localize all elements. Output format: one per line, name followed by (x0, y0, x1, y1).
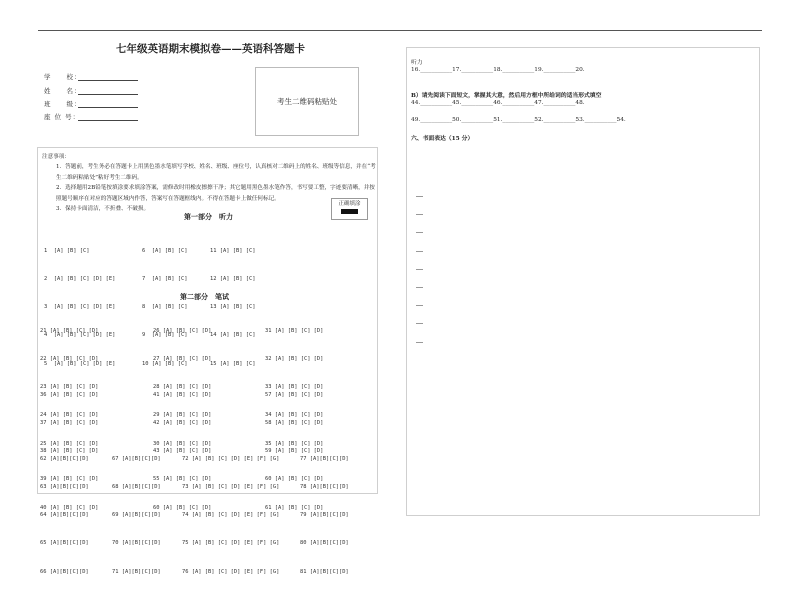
part2-title: 第二部分 笔试 (180, 292, 229, 301)
writing-line[interactable] (416, 323, 423, 324)
blanks-row-49[interactable]: 49.___________50.___________51.___________52.___________53.___________54. (411, 117, 626, 123)
answer-row[interactable]: 74 [A] [B] [C] [D] [E] [F] [G] (182, 512, 280, 519)
name-label: 姓 名： (44, 87, 82, 95)
writing-line[interactable] (416, 342, 423, 343)
answer-row[interactable]: 34 [A] [B] [C] [D] (265, 412, 324, 419)
section-b-title: B）请先阅读下面短文，掌握其大意，然后用方框中所给词的适当形式填空 (411, 93, 602, 99)
answer-row[interactable]: 2 [A] [B] [C] [D] [E] (44, 276, 116, 283)
answer-row[interactable]: 14 [A] [B] [C] (210, 332, 256, 339)
answer-row[interactable]: 30 [A] [B] [C] [D] (153, 440, 212, 447)
class-field[interactable] (44, 99, 138, 108)
listening-col-3 (210, 228, 255, 388)
writing-col-7 (40, 436, 89, 596)
answer-row[interactable]: 57 [A] [B] [C] [D] (265, 391, 324, 398)
answer-row[interactable]: 32 [A] [B] [C] [D] (265, 356, 324, 363)
answer-row[interactable]: 22 [A] [B] [C] [D] (40, 356, 99, 363)
answer-row[interactable]: 69 [A][B][C][D] (112, 512, 161, 519)
answer-row[interactable]: 39 [A] [B] [C] [D] (40, 476, 99, 483)
answer-row[interactable]: 60 [A] [B] [C] [D] (265, 476, 324, 483)
answer-row[interactable]: 70 [A][B][C][D] (112, 540, 161, 547)
answer-row[interactable]: 11 [A] [B] [C] (210, 247, 256, 254)
seat-label: 座 位 号： (44, 113, 81, 121)
name-line[interactable] (78, 88, 138, 95)
answer-row[interactable]: 63 [A][B][C][D] (40, 484, 89, 491)
qr-code-area (255, 67, 359, 136)
listening-label: 听力 (411, 60, 423, 66)
answer-row[interactable]: 77 [A][B][C][D] (300, 455, 349, 462)
writing-line[interactable] (416, 196, 423, 197)
school-field[interactable] (44, 72, 138, 81)
answer-row[interactable]: 71 [A][B][C][D] (112, 568, 161, 575)
answer-row[interactable]: 43 [A] [B] [C] [D] (153, 448, 212, 455)
qr-code-label: 考生二维码粘贴处 (277, 97, 337, 106)
answer-row[interactable]: 62 [A][B][C][D] (40, 455, 89, 462)
listening-blanks[interactable]: 16.___________17.___________18.___________19.___________20. (411, 67, 585, 73)
answer-row[interactable]: 27 [A] [B] [C] [D] (153, 356, 212, 363)
answer-row[interactable]: 26 [A] [B] [C] [D] (153, 327, 212, 334)
answer-row[interactable]: 42 [A] [B] [C] [D] (153, 420, 212, 427)
answer-row[interactable]: 6 [A] [B] [C] (142, 247, 188, 254)
writing-line[interactable] (416, 232, 423, 233)
answer-row[interactable]: 76 [A] [B] [C] [D] [E] [F] [G] (182, 568, 280, 575)
name-field[interactable] (44, 86, 138, 95)
answer-row[interactable]: 79 [A][B][C][D] (300, 512, 349, 519)
answer-row[interactable]: 10 [A] [B] [C] (142, 360, 188, 367)
answer-row[interactable]: 73 [A] [B] [C] [D] [E] [F] [G] (182, 484, 280, 491)
answer-row[interactable]: 31 [A] [B] [C] [D] (265, 327, 324, 334)
answer-row[interactable]: 21 [A] [B] [C] [D] (40, 327, 99, 334)
answer-row[interactable]: 25 [A] [B] [C] [D] (40, 440, 99, 447)
note-item-1: 1．答题前，考生务必在答题卡上用黑色墨水笔填写学校、姓名、班级、座位号，认真核对二维码上的姓名、班级等信息，并在“考生二维码粘贴处”粘好考生二维码。 (56, 164, 376, 181)
seat-line[interactable] (78, 114, 138, 121)
answer-row[interactable]: 23 [A] [B] [C] [D] (40, 384, 99, 391)
answer-row[interactable]: 41 [A] [B] [C] [D] (153, 391, 212, 398)
answer-row[interactable]: 5 [A] [B] [C] [D] [E] (44, 360, 116, 367)
answer-row[interactable]: 75 [A] [B] [C] [D] [E] [F] [G] (182, 540, 280, 547)
blanks-row-44[interactable]: 44.___________45.___________46.___________47.___________48. (411, 100, 585, 106)
answer-row[interactable]: 9 [A] [B] [C] (142, 332, 188, 339)
answer-sheet-left (37, 147, 378, 575)
writing-col-10 (300, 436, 349, 596)
answer-row[interactable]: 67 [A][B][C][D] (112, 455, 161, 462)
answer-row[interactable]: 3 [A] [B] [C] [D] [E] (44, 304, 116, 311)
answer-row[interactable]: 29 [A] [B] [C] [D] (153, 412, 212, 419)
page-title: 七年级英语期末模拟卷——英语科答题卡 (116, 43, 305, 55)
answer-row[interactable]: 81 [A][B][C][D] (300, 568, 349, 575)
answer-row[interactable]: 1 [A] [B] [C] (44, 247, 90, 254)
writing-col-9 (182, 436, 279, 596)
answer-row[interactable]: 37 [A] [B] [C] [D] (40, 420, 99, 427)
writing-line[interactable] (416, 287, 423, 288)
answer-sheet-right (406, 47, 760, 516)
answer-row[interactable]: 13 [A] [B] [C] (210, 304, 256, 311)
answer-row[interactable]: 64 [A][B][C][D] (40, 512, 89, 519)
answer-row[interactable]: 35 [A] [B] [C] [D] (265, 440, 324, 447)
class-label: 班 级： (44, 100, 82, 108)
part1-title: 第一部分 听力 (184, 212, 233, 221)
answer-row[interactable]: 28 [A] [B] [C] [D] (153, 384, 212, 391)
answer-row[interactable]: 55 [A] [B] [C] [D] (153, 476, 212, 483)
section6-title: 六、书面表达（15 分） (411, 136, 474, 142)
answer-row[interactable]: 58 [A] [B] [C] [D] (265, 420, 324, 427)
top-rule (38, 30, 762, 31)
answer-row[interactable]: 24 [A] [B] [C] [D] (40, 412, 99, 419)
note-item-2: 2．选择题用2B铅笔按填涂要求填涂答案，需修改时用橡皮擦擦干净；其它题用黑色墨水笔作答，书写要工整，字迹要清晰，并按照题号顺序在对应的答题区域内作答，答案写在答题框线内。不得在答题卡上做任何标记。 (56, 185, 375, 202)
answer-row[interactable]: 7 [A] [B] [C] (142, 276, 188, 283)
fill-example-label: 正确填涂 (338, 201, 361, 207)
school-line[interactable] (78, 74, 138, 81)
answer-row[interactable]: 8 [A] [B] [C] (142, 304, 188, 311)
answer-row[interactable]: 59 [A] [B] [C] [D] (265, 448, 324, 455)
answer-row[interactable]: 61 [A] [B] [C] [D] (265, 504, 324, 511)
writing-line[interactable] (416, 269, 423, 270)
answer-row[interactable]: 80 [A][B][C][D] (300, 540, 349, 547)
filled-mark-icon (341, 209, 358, 214)
answer-row[interactable]: 72 [A] [B] [C] [D] [E] [F] [G] (182, 455, 280, 462)
answer-row[interactable]: 36 [A] [B] [C] [D] (40, 391, 99, 398)
answer-row[interactable]: 40 [A] [B] [C] [D] (40, 504, 99, 511)
writing-line[interactable] (416, 214, 423, 215)
answer-row[interactable]: 4 [A] [B] [C] [D] [E] (44, 332, 116, 339)
answer-row[interactable]: 66 [A][B][C][D] (40, 568, 89, 575)
note-item-3: 3．保持卡面清洁，不折叠、不破损。 (56, 206, 150, 213)
notes (42, 152, 378, 214)
fill-example (331, 198, 368, 220)
answer-row[interactable]: 68 [A][B][C][D] (112, 484, 161, 491)
seat-field[interactable] (44, 112, 138, 121)
answer-row[interactable]: 60 [A] [B] [C] [D] (153, 504, 212, 511)
writing-col-8 (112, 436, 161, 596)
answer-row[interactable]: 12 [A] [B] [C] (210, 276, 256, 283)
notes-heading: 注意事项： (42, 154, 70, 160)
answer-row[interactable]: 15 [A] [B] [C] (210, 360, 256, 367)
writing-line[interactable] (416, 305, 423, 306)
school-label: 学 校： (44, 73, 82, 81)
answer-row[interactable]: 38 [A] [B] [C] [D] (40, 448, 99, 455)
answer-row[interactable]: 65 [A][B][C][D] (40, 540, 89, 547)
class-line[interactable] (78, 101, 138, 108)
answer-row[interactable]: 78 [A][B][C][D] (300, 484, 349, 491)
writing-line[interactable] (416, 251, 423, 252)
answer-row[interactable]: 33 [A] [B] [C] [D] (265, 384, 324, 391)
